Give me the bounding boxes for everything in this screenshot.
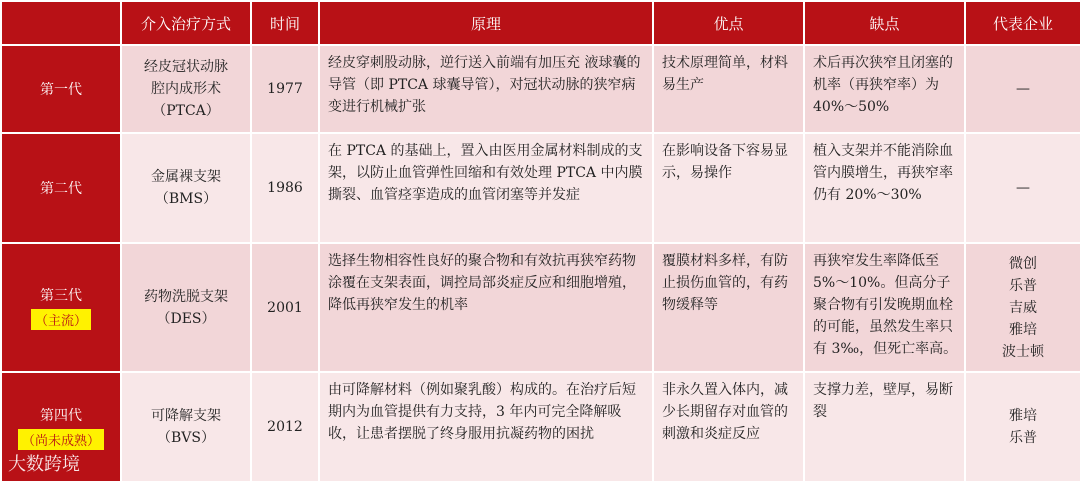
- generation-label: 第一代: [40, 82, 82, 98]
- companies-cell: [965, 45, 1080, 133]
- year-cell: 2001: [251, 243, 319, 372]
- table-row: [1, 243, 1080, 372]
- header-principle: 原理: [319, 1, 653, 45]
- header-pros: 优点: [653, 1, 804, 45]
- company-name: 微创: [1009, 255, 1037, 272]
- year-cell: 1986: [251, 133, 319, 243]
- header-generation: [1, 1, 121, 45]
- method-line: 金属裸支架: [151, 169, 221, 185]
- table-row: [1, 372, 1080, 482]
- company-name: 波士顿: [1002, 343, 1044, 360]
- company-name: —: [1016, 180, 1030, 196]
- pros-cell: 在影响设备下容易显示，易操作: [653, 133, 804, 243]
- cons-cell: 再狭窄发生率降低至 5%～10%。但高分子聚合物有引发晚期血栓的可能，虽然发生率只有 3‰，但死亡率高。: [804, 243, 965, 372]
- company-name: —: [1016, 81, 1030, 97]
- method-cell: [121, 133, 251, 243]
- header-row: [1, 1, 1080, 45]
- method-line: （DES）: [156, 310, 216, 327]
- principle-cell: 选择生物相容性良好的聚合物和有效抗再狭窄药物涂覆在支架表面，调控局部炎症反应和细胞增殖，降低再狭窄发生的机率: [319, 243, 653, 372]
- pros-cell: 技术原理简单，材料易生产: [653, 45, 804, 133]
- method-line: 可降解支架: [151, 408, 221, 424]
- table-row: [1, 45, 1080, 133]
- status-badge: （尚未成熟）: [18, 429, 104, 450]
- year-cell: 1977: [251, 45, 319, 133]
- method-line: 经皮冠状动脉: [144, 59, 228, 75]
- header-cons: 缺点: [804, 1, 965, 45]
- method-line: （BMS）: [154, 191, 218, 207]
- company-name: 雅培: [1009, 321, 1037, 338]
- pros-cell: 覆膜材料多样，有防止损伤血管的，有药物缓释等: [653, 243, 804, 372]
- generation-label: 第三代: [40, 288, 82, 304]
- company-name: 乐普: [1009, 430, 1037, 446]
- status-badge: （主流）: [31, 309, 91, 330]
- principle-cell: 在 PTCA 的基础上，置入由医用金属材料制成的支架，以防止血管弹性回缩和有效处理 PTCA 中内膜撕裂、血管痉挛造成的血管闭塞等并发症: [319, 133, 653, 243]
- company-name: 吉威: [1009, 299, 1037, 316]
- principle-cell: 经皮穿刺股动脉，逆行送入前端有加压充 液球囊的导管（即 PTCA 球囊导管），对冠状动脉的狭窄病变进行机械扩张: [319, 45, 653, 133]
- method-cell: [121, 45, 251, 133]
- generation-cell: [1, 133, 121, 243]
- companies-cell: [965, 243, 1080, 372]
- method-line: （PTCA）: [152, 103, 220, 119]
- header-method: 介入治疗方式: [121, 1, 251, 45]
- cons-cell: 术后再次狭窄且闭塞的机率（再狭窄率）为 40%～50%: [804, 45, 965, 133]
- method-line: 药物洗脱支架: [144, 288, 228, 305]
- companies-cell: [965, 133, 1080, 243]
- header-time: 时间: [251, 1, 319, 45]
- company-name: 雅培: [1009, 408, 1037, 424]
- generation-cell: [1, 45, 121, 133]
- generation-label: 第二代: [40, 181, 82, 197]
- watermark-logo: 大数跨境: [8, 454, 80, 475]
- generation-label: 第四代: [40, 407, 82, 424]
- generation-cell: [1, 243, 121, 372]
- method-line: 腔内成形术: [151, 81, 221, 97]
- principle-cell: 由可降解材料（例如聚乳酸）构成的。在治疗后短期内为血管提供有力支持，3 年内可完全降解吸收，让患者摆脱了终身服用抗凝药物的困扰: [319, 372, 653, 482]
- cons-cell: 支撑力差，壁厚，易断裂: [804, 372, 965, 482]
- company-name: 乐普: [1009, 277, 1037, 294]
- header-companies: 代表企业: [965, 1, 1080, 45]
- companies-cell: [965, 372, 1080, 482]
- method-cell: [121, 243, 251, 372]
- pros-cell: 非永久置入体内，减少长期留存对血管的刺激和炎症反应: [653, 372, 804, 482]
- table-row: [1, 133, 1080, 243]
- method-cell: [121, 372, 251, 482]
- year-cell: 2012: [251, 372, 319, 482]
- method-line: （BVS）: [157, 430, 215, 446]
- cons-cell: 植入支架并不能消除血管内膜增生，再狭窄率仍有 20%～30%: [804, 133, 965, 243]
